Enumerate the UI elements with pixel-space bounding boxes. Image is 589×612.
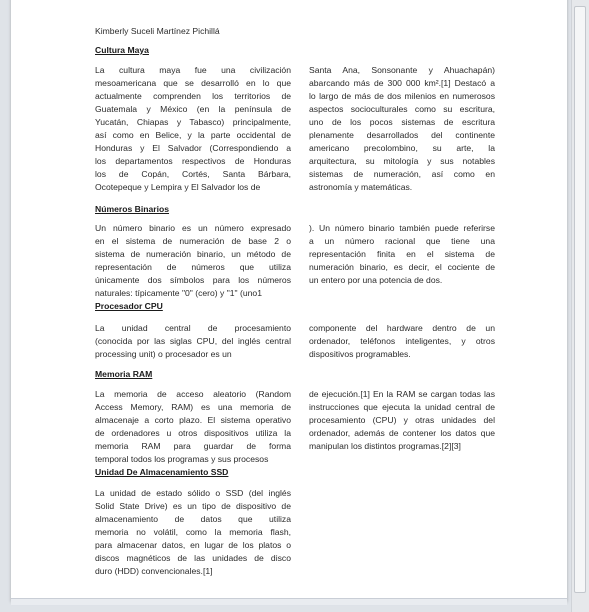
vertical-scrollbar[interactable] [571, 0, 589, 612]
text-line: La memoria de acceso aleatorio (Random [95, 389, 291, 399]
ssd-left-column [95, 487, 291, 578]
text-line: processing unit) o procesador es un [95, 349, 232, 359]
heading-numeros-binarios: Números Binarios [95, 204, 170, 214]
text-line: manipulan los distintos programas.[2][3] [309, 441, 461, 451]
text-line: de ordenadores u otros dispositivos utiliza la [95, 428, 291, 438]
heading-memoria-ram: Memoria RAM [95, 369, 153, 379]
text-line: así como en Belice, y la parte occidental de [95, 130, 291, 140]
text-line: Access Memory, RAM) es una memoria de [95, 402, 291, 412]
text-line: naturales: típicamente "0" (cero) y "1" (uno1 [95, 288, 262, 298]
binarios-left-column [95, 222, 291, 300]
text-line: los departamentos respectivos de Honduras [95, 156, 291, 166]
text-line: Guatemala y México (en la península de [95, 104, 291, 114]
text-line: memoria no volátil, como la memoria flash, [95, 527, 291, 537]
text-line: discos magnéticos de las unidades de disco [95, 553, 291, 563]
author-name: Kimberly Suceli Martínez Pichillá [95, 26, 220, 36]
ram-right-column [309, 388, 495, 453]
text-line: para almacenar datos, en lugar de los platos o [95, 540, 291, 550]
text-line: ). Un número binario también puede referirse [309, 223, 495, 233]
text-line: aspectos socioculturales como su escritura, [309, 104, 495, 114]
text-line: los de Copán, Cortés, Santa Bárbara, [95, 169, 291, 179]
text-line: (conocida por las siglas CPU, del inglés central [95, 336, 291, 346]
text-line: americano precolombino, su arte, la [309, 143, 495, 153]
heading-procesador-cpu: Procesador CPU [95, 301, 163, 311]
text-line: La unidad de estado sólido o SSD (del inglés [95, 488, 291, 498]
text-line: ordenador, teléfonos inteligentes, y otros [309, 336, 495, 346]
text-line: en el sistema de numeración de base 2 o [95, 236, 291, 246]
text-line: almacenamiento de datos que utiliza [95, 514, 291, 524]
text-line: a un número racional que tiene una [309, 236, 495, 246]
text-line: dispositivos programables. [309, 349, 411, 359]
text-line: abarcando más de 300 000 km².[1] Destacó a [309, 78, 495, 88]
text-line: instrucciones que ejecuta la unidad central de [309, 402, 495, 412]
text-line: numeración binario, es decir, el cociente de [309, 262, 495, 272]
binarios-right-column [309, 222, 495, 287]
text-line: arquitectura, su mitología y sus notables [309, 156, 495, 166]
text-line: uno de los pocos sistemas de escritura [309, 117, 495, 127]
text-line: Honduras y El Salvador (Correspondiendo a [95, 143, 291, 153]
text-line: un entero por una potencia de dos. [309, 275, 443, 285]
heading-cultura-maya: Cultura Maya [95, 45, 149, 55]
cpu-right-column [309, 322, 495, 361]
cultura-maya-left-column [95, 64, 291, 194]
cpu-left-column [95, 322, 291, 361]
text-line: sistemas de numeración, así como en [309, 169, 495, 179]
text-line: representación finita en el sistema de [309, 249, 495, 259]
ram-left-column [95, 388, 291, 466]
text-line: plenamente desarrollados del continente [309, 130, 495, 140]
text-line: duro (HDD) convencionales.[1] [95, 566, 213, 576]
text-line: Ocotepeque y Lempira y El Salvador los de [95, 182, 261, 192]
text-line: Un número binario es un número expresado [95, 223, 291, 233]
text-line: procesamiento (CPU) y otras unidades del [309, 415, 495, 425]
page-bottom-edge [11, 598, 567, 605]
text-line: temporal todos los programas y sus procesos [95, 454, 269, 464]
text-line: sistema de numeración binario, un método de [95, 249, 291, 259]
text-line: almacenaje a corto plazo. El sistema operativo [95, 415, 291, 425]
text-line: La unidad central de procesamiento [95, 323, 291, 333]
text-line: Solid State Drive) es un tipo de dispositivo de [95, 501, 291, 511]
heading-ssd: Unidad De Almacenamiento SSD [95, 467, 229, 477]
text-line: actualmente comprenden los territorios de [95, 91, 291, 101]
text-line: Santa Ana, Sonsonante y Ahuachapán) [309, 65, 495, 75]
text-line: lo largo de más de dos milenios en numerosos [309, 91, 495, 101]
text-line: componente del hardware dentro de un [309, 323, 495, 333]
text-line: de ejecución.[1] En la RAM se cargan todas las [309, 389, 495, 399]
cultura-maya-right-column [309, 64, 495, 194]
text-line: La cultura maya fue una civilización [95, 65, 291, 75]
text-line: ordenador, además de contener los datos que [309, 428, 495, 438]
text-line: astronomía y matemáticas. [309, 182, 413, 192]
text-line: Yucatán, Chiapas y Tabasco) principalmente, [95, 117, 291, 127]
text-line: representación de números que utiliza [95, 262, 291, 272]
text-line: mesoamericana que se desarrolló en lo que [95, 78, 291, 88]
text-line: memoria RAM para guardar de forma [95, 441, 291, 451]
text-line: únicamente dos símbolos para los números [95, 275, 291, 285]
scrollbar-thumb[interactable] [574, 6, 586, 593]
